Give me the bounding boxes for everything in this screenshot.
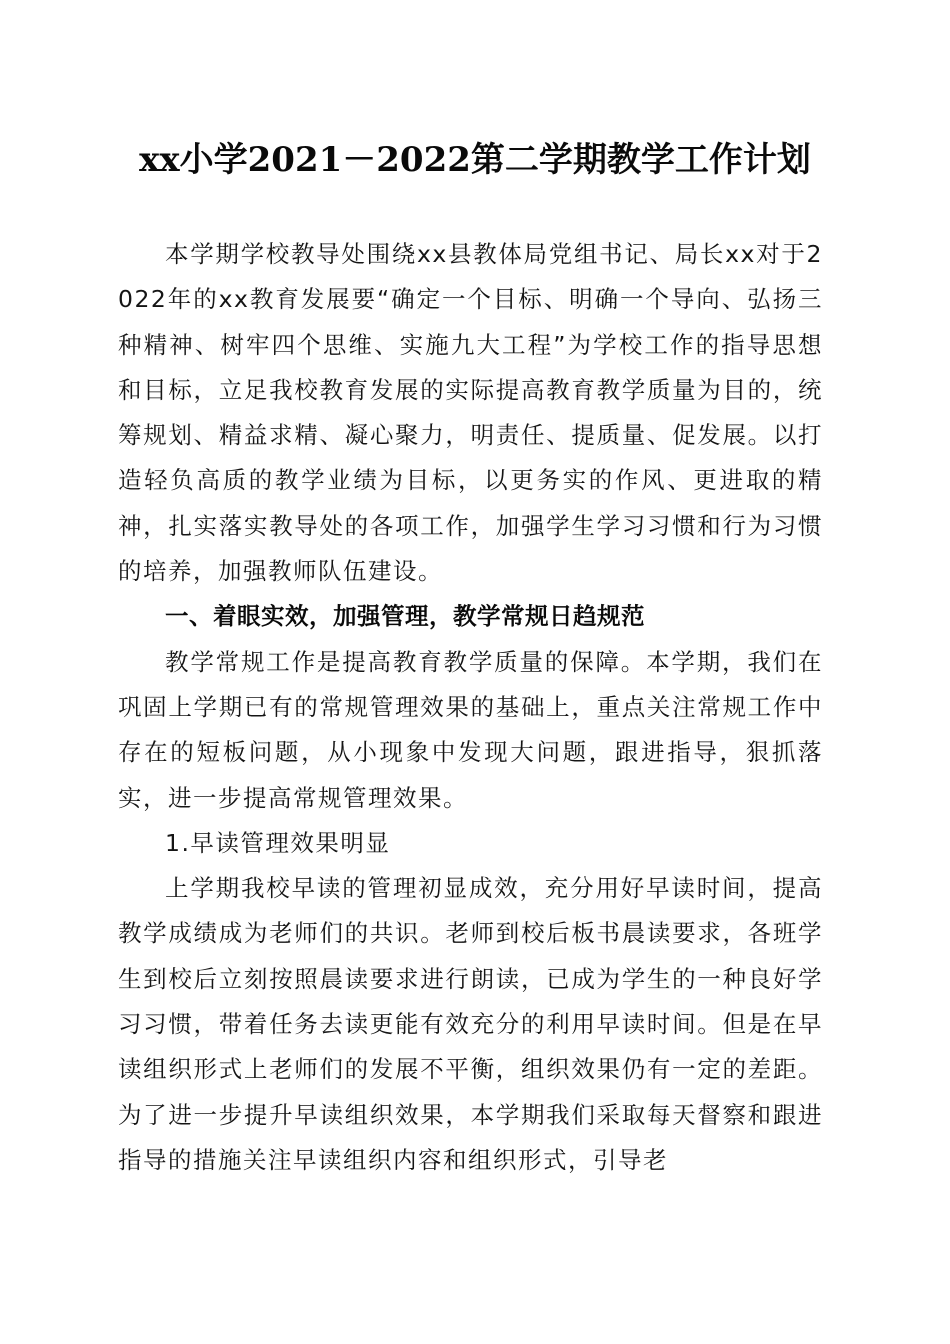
- document-body: [118, 232, 823, 1183]
- section-1-paragraph: 教学常规工作是提高教育教学质量的保障。本学期，我们在巩固上学期已有的常规管理效果的基础上，重点关注常规工作中存在的短板问题，从小现象中发现大问题，跟进指导，狠抓落实，进一步提高常规管理效果。: [118, 647, 823, 812]
- section-1-heading: 一、着眼实效，加强管理，教学常规日趋规范: [165, 602, 645, 631]
- section-1-1-heading: 1.早读管理效果明显: [165, 828, 391, 857]
- intro-paragraph: 本学期学校教导处围绕xx县教体局党组书记、局长xx对于2022年的xx教育发展要“确定一个目标、明确一个导向、弘扬三种精神、树牢四个思维、实施九大工程”为学校工作的指导思想和目标，立足我校教育发展的实际提高教育教学质量为目的，统筹规划、精益求精、凝心聚力，明责任、提质量、促发展。以打造轻负高质的教学业绩为目标，以更务实的作风、更进取的精神，扎实落实教导处的各项工作，加强学生学习习惯和行为习惯的培养，加强教师队伍建设。: [118, 240, 823, 586]
- section-1-1-paragraph: 上学期我校早读的管理初显成效，充分用好早读时间，提高教学成绩成为老师们的共识。老师到校后板书晨读要求，各班学生到校后立刻按照晨读要求进行朗读，已成为学生的一种良好学习习惯，带着任务去读更能有效充分的利用早读时间。但是在早读组织形式上老师们的发展不平衡，组织效果仍有一定的差距。为了进一步提升早读组织效果，本学期我们采取每天督察和跟进指导的措施关注早读组织内容和组织形式，引导老: [118, 874, 823, 1174]
- document-title: xx小学2021－2022第二学期教学工作计划: [139, 140, 811, 180]
